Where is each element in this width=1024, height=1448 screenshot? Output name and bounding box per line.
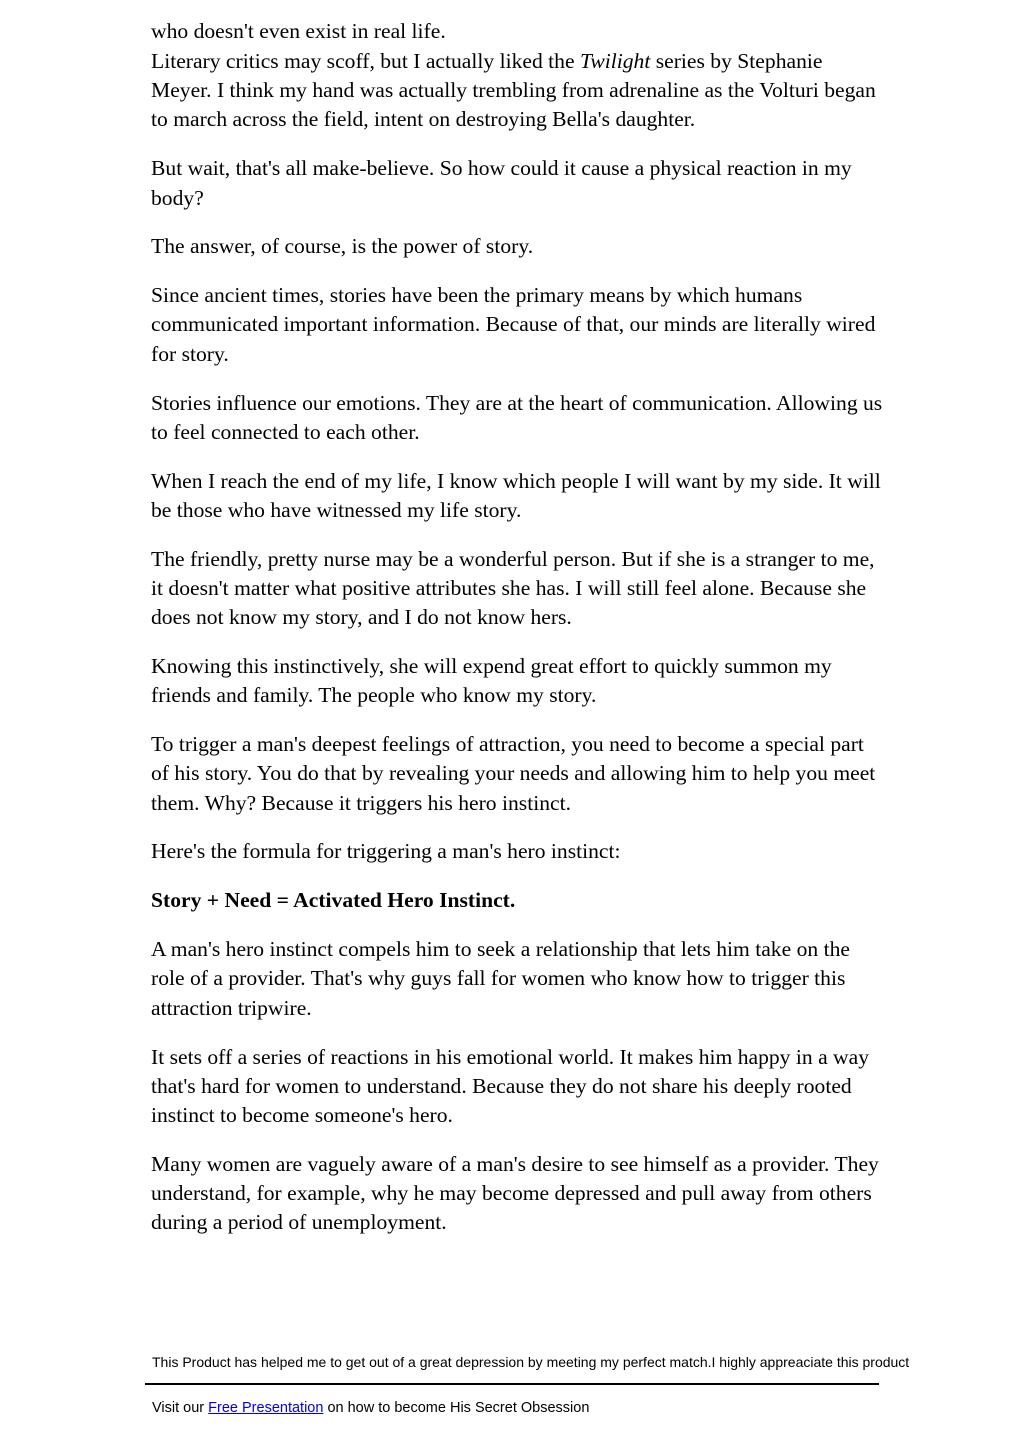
paragraph-continuation: who doesn't even exist in real life. [151, 19, 446, 43]
paragraph-twilight-after: series by Stephanie Meyer. I think my hand was actually trembling from adrenaline as the Volturi began to march across the field, intent on destroying Bella's daughter. [151, 49, 876, 132]
paragraph-provider-role: A man's hero instinct compels him to seek a relationship that lets him take on the role of a provider. That's why guys fall for women who know how to trigger this attraction tripwire. [151, 937, 850, 1020]
paragraph-emotional-world: It sets off a series of reactions in his emotional world. It makes him happy in a way that's hard for women to understand. Because they do not share his deeply rooted instinct to become someone's hero. [151, 1044, 870, 1127]
paragraph-make-believe: But wait, that's all make-believe. So how could it cause a physical reaction in my body? [151, 156, 852, 210]
article-body [151, 19, 886, 1257]
paragraph-instinctively: Knowing this instinctively, she will expend great effort to quickly summon my friends and family. The people who know my story. [151, 654, 832, 708]
paragraph-formula-intro: Here's the formula for triggering a man's hero instinct: [151, 839, 621, 864]
footer-divider [145, 1383, 879, 1385]
paragraph-emotions: Stories influence our emotions. They are at the heart of communication. Allowing us to feel connected to each other. [151, 390, 883, 444]
paragraph-twilight-before: Literary critics may scoff, but I actually liked the [151, 49, 580, 73]
paragraph-ancient-times: Since ancient times, stories have been the primary means by which humans communicated important information. Because of that, our minds are literally wired for story. [151, 283, 876, 366]
book-title-twilight: Twilight [579, 49, 651, 73]
paragraph-nurse: The friendly, pretty nurse may be a wonderful person. But if she is a stranger to me, it doesn't matter what positive attributes she has. I will still feel alone. Because she does not know my story, and I do not know hers. [151, 546, 875, 630]
footer-testimonial: This Product has helped me to get out of a great depression by meeting my perfect match.I highly appreaciate this product [152, 1354, 910, 1370]
paragraph-trigger-attraction: To trigger a man's deepest feelings of attraction, you need to become a special part of his story. You do that by revealing your needs and allowing him to help you meet them. Why? Because it triggers his hero instinct. [151, 732, 876, 815]
footer-visit-suffix: on how to become His Secret Obsession [323, 1400, 590, 1416]
formula-heading: Story + Need = Activated Hero Instinct. [151, 888, 516, 913]
footer-visit-line [152, 1399, 589, 1417]
free-presentation-link[interactable]: Free Presentation [208, 1400, 324, 1416]
paragraph-unemployment: Many women are vaguely aware of a man's desire to see himself as a provider. They understand, for example, why he may become depressed and pull away from others during a period of unemployment. [151, 1151, 879, 1235]
paragraph-twilight [151, 47, 886, 135]
paragraph-end-of-life: When I reach the end of my life, I know which people I will want by my side. It will be those who have witnessed my life story. [151, 468, 881, 522]
paragraph-power-of-story: The answer, of course, is the power of story. [151, 234, 534, 259]
footer-visit-prefix: Visit our [152, 1400, 209, 1416]
